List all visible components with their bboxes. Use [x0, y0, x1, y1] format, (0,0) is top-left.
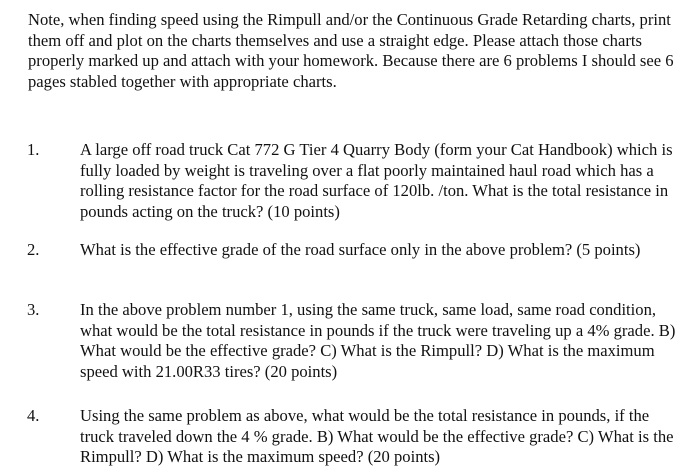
problem-text: A large off road truck Cat 772 G Tier 4 Quarry Body (form your Cat Handbook) which is fully loaded by weight is traveling over a flat poorly maintained haul road which has a rolling resistance factor for the road surface of 120lb. /ton. What is the total resistance in pounds acting on the truck? (10 points) [80, 140, 673, 221]
problem-number: 3. [27, 300, 40, 319]
instructions-note: Note, when finding speed using the Rimpull and/or the Continuous Grade Retarding charts, print them off and plot on the charts themselves and use a straight edge. Please attach those charts properly marked up and attach with your homework. Because there are 6 problems I should see 6 pages stabled together with appropriate charts. [28, 10, 674, 91]
problem-number: 1. [27, 140, 40, 159]
problem-text: In the above problem number 1, using the same truck, same load, same road condition, what would be the total resistance in pounds if the truck were traveling up a 4% grade. B) What would be the effective grade? C) What is the Rimpull? D) What is the maximum speed with 21.00R33 tires? (20 points) [80, 300, 676, 381]
problem-number: 4. [27, 406, 40, 425]
problem-number: 2. [27, 240, 40, 259]
problem-text: Using the same problem as above, what would be the total resistance in pounds, if the truck traveled down the 4 % grade. B) What would be the effective grade? C) What is the Rimpull? D) What is the maximum speed? (20 points) [80, 406, 674, 467]
problem-text: What is the effective grade of the road surface only in the above problem? (5 points) [80, 240, 641, 259]
